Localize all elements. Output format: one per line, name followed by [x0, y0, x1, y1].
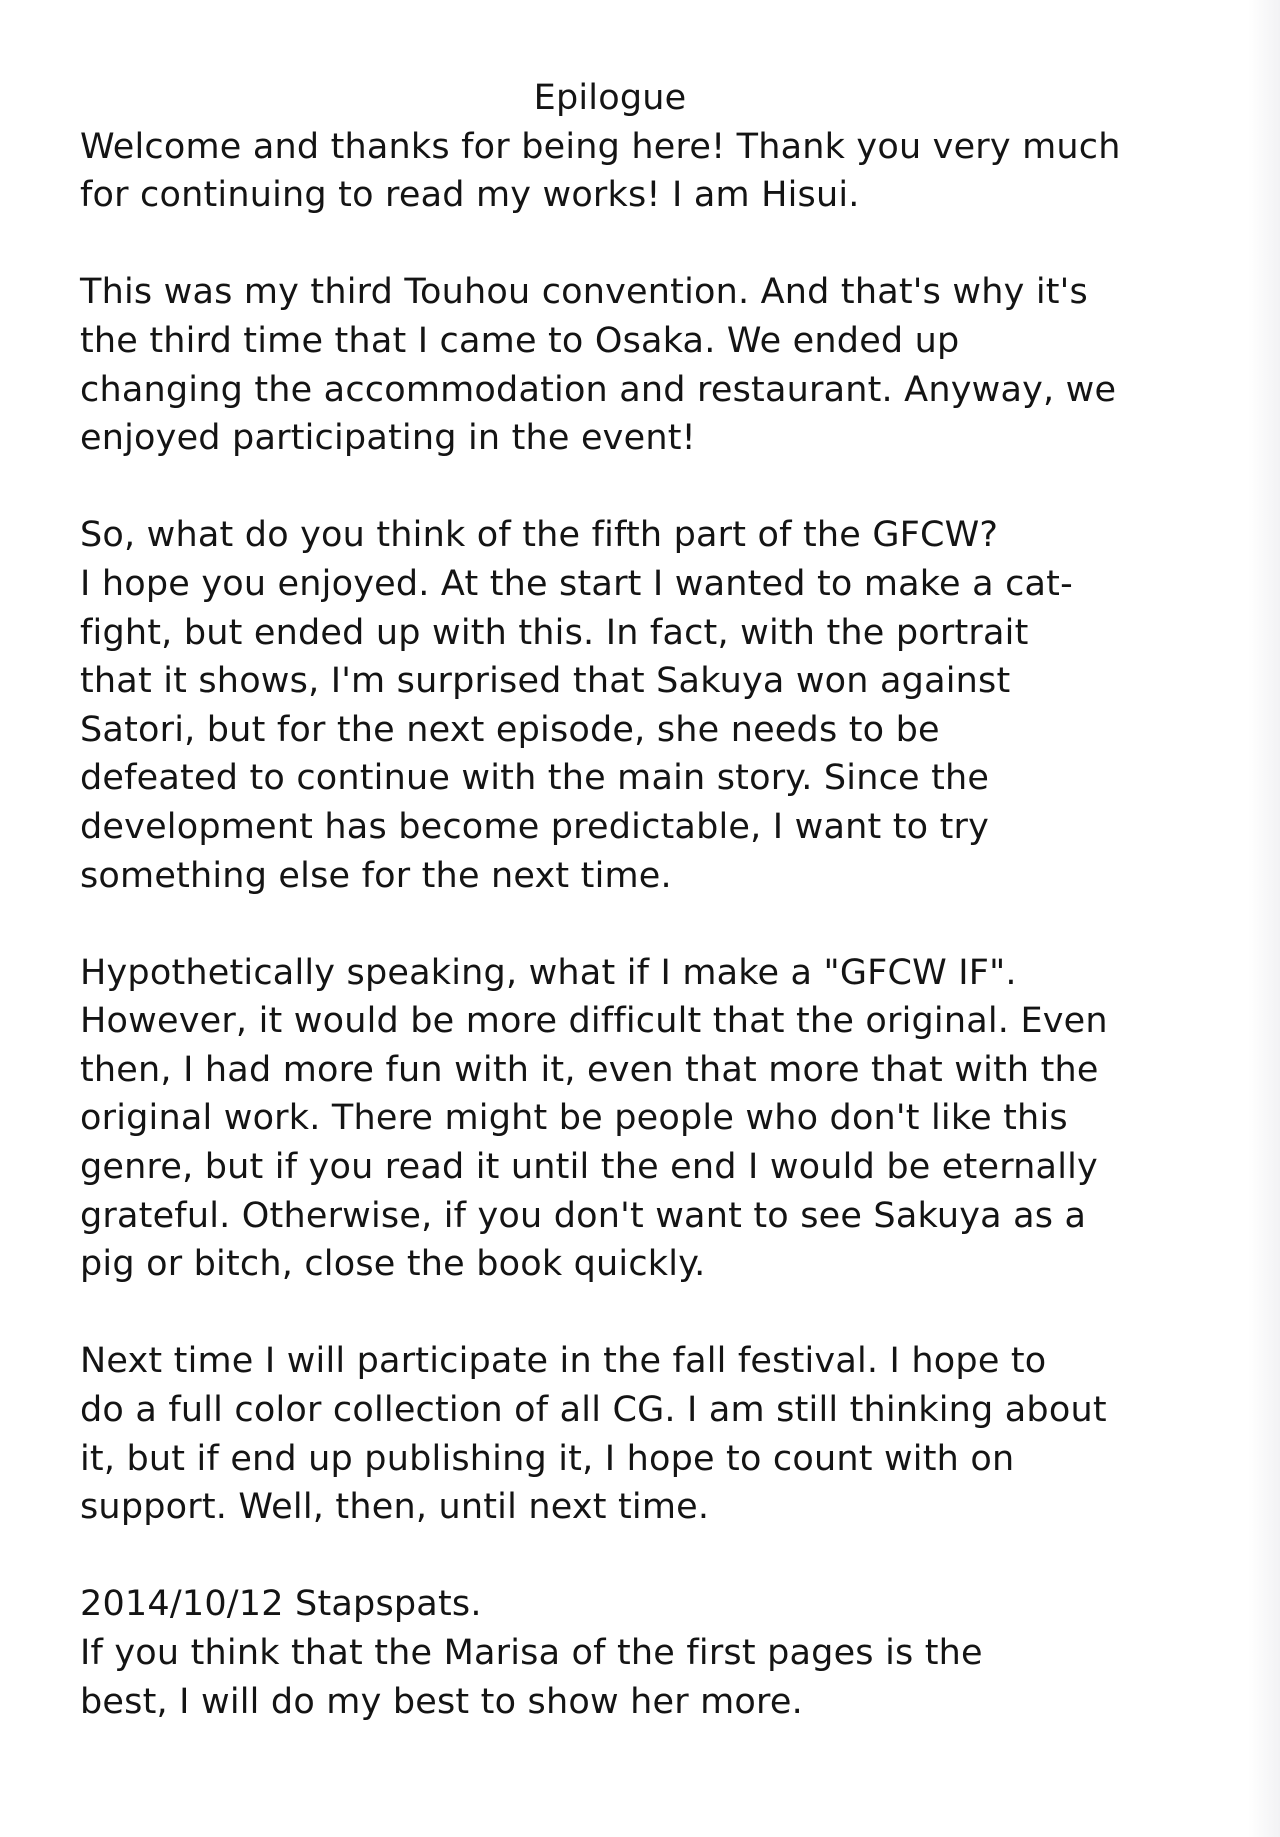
- text-line: for continuing to read my works! I am Hisui.: [80, 175, 860, 216]
- paragraph-fifth-part: [80, 511, 1180, 900]
- text-line: defeated to continue with the main story. Since the: [80, 758, 990, 799]
- text-line: I hope you enjoyed. At the start I wanted to make a cat-: [80, 563, 1073, 604]
- text-line: However, it would be more difficult that the original. Even: [80, 1001, 1108, 1042]
- text-line: the third time that I came to Osaka. We ended up: [80, 320, 960, 361]
- text-line: Satori, but for the next episode, she needs to be: [80, 709, 940, 750]
- page-title: Epilogue: [533, 78, 687, 118]
- paragraph-next-time: [80, 1337, 1180, 1531]
- text-line: genre, but if you read it until the end I would be eternally: [80, 1147, 1098, 1188]
- text-line: development has become predictable, I want to try: [80, 806, 990, 847]
- date-signature-line: 2014/10/12 Stapspats.: [80, 1584, 482, 1625]
- text-line: it, but if end up publishing it, I hope to count with on: [80, 1438, 1015, 1479]
- text-line: Hypothetically speaking, what if I make a "GFCW IF".: [80, 952, 1017, 993]
- text-line: If you think that the Marisa of the first pages is the: [80, 1633, 983, 1673]
- text-line: support. Well, then, until next time.: [80, 1487, 710, 1528]
- text-line: do a full color collection of all CG. I am still thinking about: [80, 1390, 1107, 1431]
- text-line: that it shows, I'm surprised that Sakuya won against: [80, 661, 1011, 702]
- epilogue-text: [80, 74, 1180, 1726]
- text-line: enjoyed participating in the event!: [80, 418, 696, 459]
- text-line: This was my third Touhou convention. And that's why it's: [80, 272, 1088, 313]
- page-edge-shadow: [1248, 0, 1280, 1837]
- text-line: grateful. Otherwise, if you don't want to see Sakuya as a: [80, 1195, 1087, 1236]
- paragraph-welcome: [80, 123, 1180, 220]
- text-line: fight, but ended up with this. In fact, with the portrait: [80, 612, 1029, 653]
- text-line: Welcome and thanks for being here! Thank you very much: [80, 126, 1121, 167]
- text-line: pig or bitch, close the book quickly.: [80, 1244, 706, 1285]
- paragraph-convention: [80, 268, 1180, 462]
- text-line: changing the accommodation and restaurant. Anyway, we: [80, 369, 1117, 410]
- text-line: something else for the next time.: [80, 855, 672, 896]
- text-line: original work. There might be people who don't like this: [80, 1098, 1068, 1139]
- paragraph-gfcw-if: [80, 949, 1180, 1289]
- text-line: best, I will do my best to show her more.: [80, 1681, 803, 1722]
- text-line: So, what do you think of the fifth part of the GFCW?: [80, 515, 999, 556]
- text-line: Next time I will participate in the fall festival. I hope to: [80, 1341, 1047, 1382]
- paragraph-signoff: [80, 1580, 1180, 1726]
- text-line: then, I had more fun with it, even that more that with the: [80, 1049, 1099, 1090]
